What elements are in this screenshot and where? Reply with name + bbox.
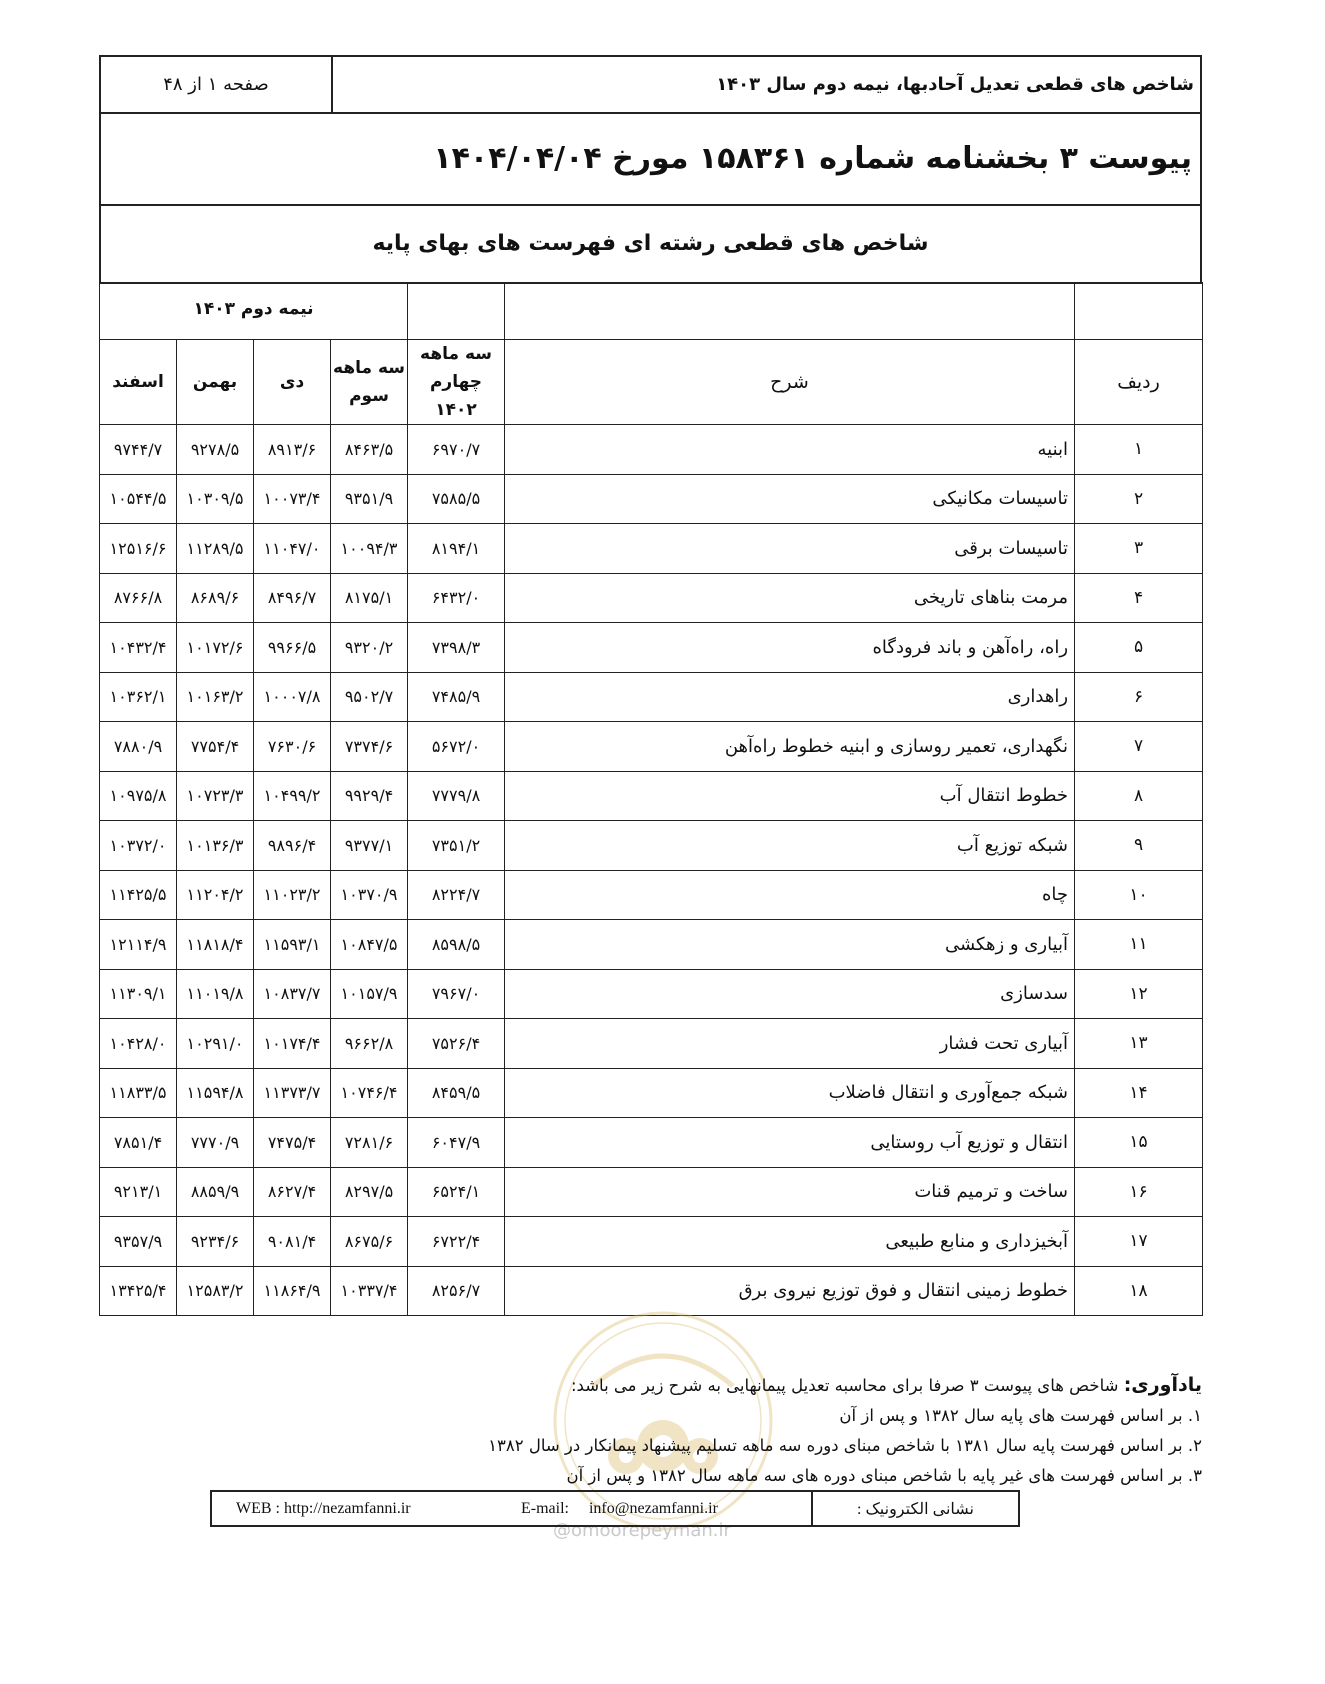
row-number: ۶ — [1075, 672, 1203, 722]
value-esfand: ۱۰۹۷۵/۸ — [100, 771, 177, 821]
attachment-heading-box — [99, 112, 1202, 206]
col-header-row: ردیف — [1075, 340, 1203, 425]
row-description: خطوط زمینی انتقال و فوق توزیع نیروی برق — [505, 1266, 1075, 1316]
value-esfand: ۹۷۴۴/۷ — [100, 425, 177, 475]
value-bahman: ۱۱۲۰۴/۲ — [177, 870, 254, 920]
value-bahman: ۱۰۲۹۱/۰ — [177, 1019, 254, 1069]
value-dey: ۷۶۳۰/۶ — [254, 722, 331, 772]
value-dey: ۹۹۶۶/۵ — [254, 623, 331, 673]
value-esfand: ۱۲۵۱۶/۶ — [100, 524, 177, 574]
row-number: ۱۸ — [1075, 1266, 1203, 1316]
table-subtitle-box — [99, 204, 1202, 284]
row-number: ۸ — [1075, 771, 1203, 821]
note-item-2: ۲. بر اساس فهرست پایه سال ۱۳۸۱ با شاخص مبنای دوره سه ماهه تسلیم پیشنهاد پیمانکار در سال ۱۳۸۲ — [488, 1436, 1202, 1455]
value-dey: ۱۱۵۹۳/۱ — [254, 920, 331, 970]
value-q3: ۸۶۷۵/۶ — [331, 1217, 408, 1267]
value-q4-1402: ۶۰۴۷/۹ — [408, 1118, 505, 1168]
value-q4-1402: ۷۵۸۵/۵ — [408, 474, 505, 524]
row-number: ۱۷ — [1075, 1217, 1203, 1267]
value-q4-1402: ۵۶۷۲/۰ — [408, 722, 505, 772]
header-top — [99, 55, 1202, 114]
value-dey: ۹۸۹۶/۴ — [254, 821, 331, 871]
value-bahman: ۸۶۸۹/۶ — [177, 573, 254, 623]
email-link[interactable]: info@nezamfanni.ir — [588, 1499, 718, 1517]
col-header-esfand: اسفند — [100, 340, 177, 425]
value-bahman: ۱۰۱۳۶/۳ — [177, 821, 254, 871]
value-bahman: ۱۰۱۷۲/۶ — [177, 623, 254, 673]
email-block — [212, 1500, 811, 1518]
value-esfand: ۱۰۴۲۸/۰ — [100, 1019, 177, 1069]
header-blank-row — [1075, 283, 1203, 340]
table-row — [100, 821, 1203, 871]
value-q4-1402: ۷۳۵۱/۲ — [408, 821, 505, 871]
value-q3: ۱۰۰۹۴/۳ — [331, 524, 408, 574]
col-header-dey: دی — [254, 340, 331, 425]
row-description: تاسیسات برقی — [505, 524, 1075, 574]
value-q4-1402: ۷۷۷۹/۸ — [408, 771, 505, 821]
contact-label: نشانی الکترونیک : — [811, 1492, 1018, 1525]
note-item-1: ۱. بر اساس فهرست های پایه سال ۱۳۸۲ و پس از آن — [839, 1406, 1202, 1425]
watermark-text: @omoorepeyman.ir — [553, 1520, 731, 1541]
value-bahman: ۸۸۵۹/۹ — [177, 1167, 254, 1217]
col-header-q4-1402: سه ماهه چهارم ۱۴۰۲ — [408, 340, 505, 425]
value-dey: ۹۰۸۱/۴ — [254, 1217, 331, 1267]
row-description: آبیاری و زهکشی — [505, 920, 1075, 970]
row-description: مرمت بناهای تاریخی — [505, 573, 1075, 623]
value-q3: ۹۳۲۰/۲ — [331, 623, 408, 673]
value-q3: ۱۰۳۳۷/۴ — [331, 1266, 408, 1316]
row-number: ۱۵ — [1075, 1118, 1203, 1168]
value-dey: ۱۱۰۲۳/۲ — [254, 870, 331, 920]
value-dey: ۷۴۷۵/۴ — [254, 1118, 331, 1168]
value-q4-1402: ۶۴۳۲/۰ — [408, 573, 505, 623]
value-q4-1402: ۷۴۸۵/۹ — [408, 672, 505, 722]
value-q3: ۹۳۵۱/۹ — [331, 474, 408, 524]
notes-heading: یادآوری: — [1123, 1374, 1202, 1396]
table-row — [100, 870, 1203, 920]
value-bahman: ۱۰۱۶۳/۲ — [177, 672, 254, 722]
value-q4-1402: ۷۳۹۸/۳ — [408, 623, 505, 673]
row-number: ۱۱ — [1075, 920, 1203, 970]
table-row — [100, 722, 1203, 772]
value-q3: ۹۹۲۹/۴ — [331, 771, 408, 821]
col-header-desc: شرح — [505, 340, 1075, 425]
contact-box — [210, 1490, 1020, 1527]
row-number: ۹ — [1075, 821, 1203, 871]
value-q3: ۱۰۳۷۰/۹ — [331, 870, 408, 920]
web-link[interactable]: WEB : http://nezamfanni.ir — [236, 1499, 411, 1517]
row-number: ۱۲ — [1075, 969, 1203, 1019]
value-q3: ۹۶۶۲/۸ — [331, 1019, 408, 1069]
value-bahman: ۱۰۳۰۹/۵ — [177, 474, 254, 524]
row-number: ۴ — [1075, 573, 1203, 623]
value-q3: ۱۰۸۴۷/۵ — [331, 920, 408, 970]
group-header: نیمه دوم ۱۴۰۳ — [100, 283, 408, 340]
value-dey: ۱۱۸۶۴/۹ — [254, 1266, 331, 1316]
value-q3: ۹۵۰۲/۷ — [331, 672, 408, 722]
value-esfand: ۷۸۸۰/۹ — [100, 722, 177, 772]
value-q3: ۷۲۸۱/۶ — [331, 1118, 408, 1168]
value-q4-1402: ۶۵۲۴/۱ — [408, 1167, 505, 1217]
value-q4-1402: ۸۴۵۹/۵ — [408, 1068, 505, 1118]
header-blank-desc — [505, 283, 1075, 340]
row-number: ۱۳ — [1075, 1019, 1203, 1069]
value-q4-1402: ۷۵۲۶/۴ — [408, 1019, 505, 1069]
table-row — [100, 524, 1203, 574]
value-q3: ۸۱۷۵/۱ — [331, 573, 408, 623]
value-esfand: ۱۰۳۶۲/۱ — [100, 672, 177, 722]
value-q4-1402: ۶۷۲۲/۴ — [408, 1217, 505, 1267]
value-bahman: ۱۱۸۱۸/۴ — [177, 920, 254, 970]
row-description: شبکه جمع‌آوری و انتقال فاضلاب — [505, 1068, 1075, 1118]
value-bahman: ۱۱۲۸۹/۵ — [177, 524, 254, 574]
value-esfand: ۱۱۳۰۹/۱ — [100, 969, 177, 1019]
value-esfand: ۱۰۳۷۲/۰ — [100, 821, 177, 871]
row-number: ۱ — [1075, 425, 1203, 475]
value-bahman: ۱۰۷۲۳/۳ — [177, 771, 254, 821]
value-esfand: ۹۳۵۷/۹ — [100, 1217, 177, 1267]
value-q4-1402: ۸۲۵۶/۷ — [408, 1266, 505, 1316]
row-number: ۲ — [1075, 474, 1203, 524]
row-description: تاسیسات مکانیکی — [505, 474, 1075, 524]
value-esfand: ۱۱۸۳۳/۵ — [100, 1068, 177, 1118]
value-esfand: ۸۷۶۶/۸ — [100, 573, 177, 623]
row-number: ۱۶ — [1075, 1167, 1203, 1217]
table-row — [100, 672, 1203, 722]
value-esfand: ۱۰۵۴۴/۵ — [100, 474, 177, 524]
value-q3: ۸۴۶۳/۵ — [331, 425, 408, 475]
row-description: ابنیه — [505, 425, 1075, 475]
value-bahman: ۷۷۷۰/۹ — [177, 1118, 254, 1168]
value-esfand: ۱۳۴۲۵/۴ — [100, 1266, 177, 1316]
attachment-heading: پیوست ۳ بخشنامه شماره ۱۵۸۳۶۱ مورخ ۱۴۰۴/۰۴/۰۴ — [433, 140, 1192, 176]
table-row — [100, 623, 1203, 673]
col-header-bahman: بهمن — [177, 340, 254, 425]
table-row — [100, 1118, 1203, 1168]
table-row — [100, 1068, 1203, 1118]
row-number: ۷ — [1075, 722, 1203, 772]
value-dey: ۸۴۹۶/۷ — [254, 573, 331, 623]
table-row — [100, 573, 1203, 623]
value-bahman: ۱۱۰۱۹/۸ — [177, 969, 254, 1019]
index-table — [99, 282, 1203, 1316]
row-number: ۳ — [1075, 524, 1203, 574]
value-q4-1402: ۸۲۲۴/۷ — [408, 870, 505, 920]
value-bahman: ۱۱۵۹۴/۸ — [177, 1068, 254, 1118]
value-q3: ۱۰۷۴۶/۴ — [331, 1068, 408, 1118]
table-row — [100, 1217, 1203, 1267]
row-description: چاه — [505, 870, 1075, 920]
row-description: راه، راه‌آهن و باند فرودگاه — [505, 623, 1075, 673]
col-header-q3: سه ماهه سوم — [331, 340, 408, 425]
value-q4-1402: ۷۹۶۷/۰ — [408, 969, 505, 1019]
row-description: نگهداری، تعمیر روسازی و ابنیه خطوط راه‌آهن — [505, 722, 1075, 772]
notes-intro-line — [302, 1370, 1202, 1401]
value-dey: ۱۰۰۷۳/۴ — [254, 474, 331, 524]
value-esfand: ۱۱۴۲۵/۵ — [100, 870, 177, 920]
value-q4-1402: ۶۹۷۰/۷ — [408, 425, 505, 475]
row-description: آبخیزداری و منابع طبیعی — [505, 1217, 1075, 1267]
value-bahman: ۹۲۳۴/۶ — [177, 1217, 254, 1267]
value-bahman: ۹۲۷۸/۵ — [177, 425, 254, 475]
value-q4-1402: ۸۵۹۸/۵ — [408, 920, 505, 970]
row-description: راهداری — [505, 672, 1075, 722]
header-blank-q4 — [408, 283, 505, 340]
row-description: ساخت و ترمیم قنات — [505, 1167, 1075, 1217]
notes-section — [302, 1370, 1202, 1491]
table-row — [100, 425, 1203, 475]
row-number: ۱۴ — [1075, 1068, 1203, 1118]
value-dey: ۱۰۴۹۹/۲ — [254, 771, 331, 821]
row-number: ۱۰ — [1075, 870, 1203, 920]
value-dey: ۱۰۱۷۴/۴ — [254, 1019, 331, 1069]
value-dey: ۱۰۰۰۷/۸ — [254, 672, 331, 722]
notes-intro: شاخص های پیوست ۳ صرفا برای محاسبه تعدیل پیمانهایی به شرح زیر می باشد: — [571, 1376, 1119, 1395]
table-row — [100, 771, 1203, 821]
page-number: صفحه ۱ از ۴۸ — [101, 57, 333, 112]
value-q3: ۸۲۹۷/۵ — [331, 1167, 408, 1217]
row-number: ۵ — [1075, 623, 1203, 673]
row-description: سدسازی — [505, 969, 1075, 1019]
value-esfand: ۱۲۱۱۴/۹ — [100, 920, 177, 970]
value-dey: ۱۱۰۴۷/۰ — [254, 524, 331, 574]
table-row — [100, 474, 1203, 524]
value-q3: ۷۳۷۴/۶ — [331, 722, 408, 772]
value-esfand: ۱۰۴۳۲/۴ — [100, 623, 177, 673]
table-row — [100, 1167, 1203, 1217]
table-row — [100, 920, 1203, 970]
document-title: شاخص های قطعی تعدیل آحادبها، نیمه دوم سال ۱۴۰۳ — [716, 74, 1194, 95]
value-dey: ۱۰۸۳۷/۷ — [254, 969, 331, 1019]
email-label: E-mail: — [521, 1499, 569, 1517]
value-q3: ۱۰۱۵۷/۹ — [331, 969, 408, 1019]
row-description: شبکه توزیع آب — [505, 821, 1075, 871]
value-esfand: ۹۲۱۳/۱ — [100, 1167, 177, 1217]
row-description: خطوط انتقال آب — [505, 771, 1075, 821]
row-description: انتقال و توزیع آب روستایی — [505, 1118, 1075, 1168]
value-q3: ۹۳۷۷/۱ — [331, 821, 408, 871]
table-subtitle: شاخص های قطعی رشته ای فهرست های بهای پایه — [372, 230, 929, 256]
row-description: آبیاری تحت فشار — [505, 1019, 1075, 1069]
note-item-3: ۳. بر اساس فهرست های غیر پایه با شاخص مبنای دوره های سه ماهه سال ۱۳۸۲ و پس از آن — [566, 1466, 1202, 1485]
table-row — [100, 1019, 1203, 1069]
value-esfand: ۷۸۵۱/۴ — [100, 1118, 177, 1168]
value-dey: ۱۱۳۷۳/۷ — [254, 1068, 331, 1118]
value-dey: ۸۶۲۷/۴ — [254, 1167, 331, 1217]
table-row — [100, 969, 1203, 1019]
value-q4-1402: ۸۱۹۴/۱ — [408, 524, 505, 574]
value-dey: ۸۹۱۳/۶ — [254, 425, 331, 475]
value-bahman: ۱۲۵۸۳/۲ — [177, 1266, 254, 1316]
value-bahman: ۷۷۵۴/۴ — [177, 722, 254, 772]
